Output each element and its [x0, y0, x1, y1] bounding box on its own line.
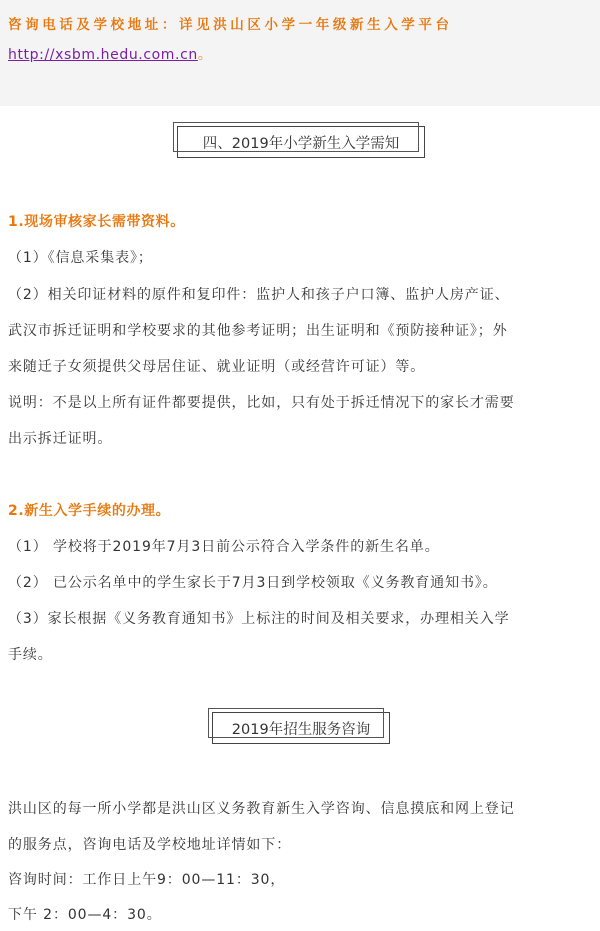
text-line: 武汉市拆迁证明和学校要求的其他参考证明；出生证明和《预防接种证》；外	[8, 323, 508, 339]
text-line: 来随迁子女须提供父母居住证、就业证明（或经营许可证）等。	[8, 359, 426, 375]
section-title-box-requirements	[177, 126, 425, 158]
text-line: 手续。	[8, 647, 53, 663]
text-line: （3）家长根据《义务教育通知书》上标注的时间及相关要求，办理相关入学	[8, 611, 510, 627]
text-line: （1） 学校将于2019年7月3日前公示符合入学条件的新生名单。	[8, 539, 440, 555]
text-line: 出示拆迁证明。	[8, 431, 113, 447]
heading-documents: 1.现场审核家长需带资料。	[8, 214, 185, 230]
text-line: （1）《信息采集表》；	[8, 250, 153, 266]
text-line: 下午 2：00—4：30。	[8, 907, 162, 923]
text-line: （2）相关印证材料的原件和复印件：监护人和孩子户口簿、监护人房产证、	[8, 287, 510, 303]
heading-procedures: 2.新生入学手续的办理。	[8, 503, 171, 519]
text-line: （2） 已公示名单中的学生家长于7月3日到学校领取《义务教育通知书》。	[8, 575, 498, 591]
text-line: 洪山区的每一所小学都是洪山区义务教育新生入学咨询、信息摸底和网上登记	[8, 801, 515, 817]
platform-url-line	[8, 44, 212, 64]
section-title: 2019年招生服务咨询	[231, 721, 371, 738]
url-period: 。	[197, 47, 212, 63]
text-line: 的服务点，咨询电话及学校地址详情如下：	[8, 837, 292, 853]
consult-info-line: 咨询电话及学校地址：详见洪山区小学一年级新生入学平台	[8, 17, 453, 33]
text-line: 说明：不是以上所有证件都要提供，比如，只有处于拆迁情况下的家长才需要	[8, 395, 515, 411]
section-title: 四、2019年小学新生入学需知	[202, 135, 400, 152]
text-line: 咨询时间：工作日上午9：00—11：30，	[8, 872, 286, 888]
section-title-box-consultation	[212, 712, 390, 744]
platform-url-link[interactable]: http://xsbm.hedu.com.cn	[8, 47, 198, 63]
